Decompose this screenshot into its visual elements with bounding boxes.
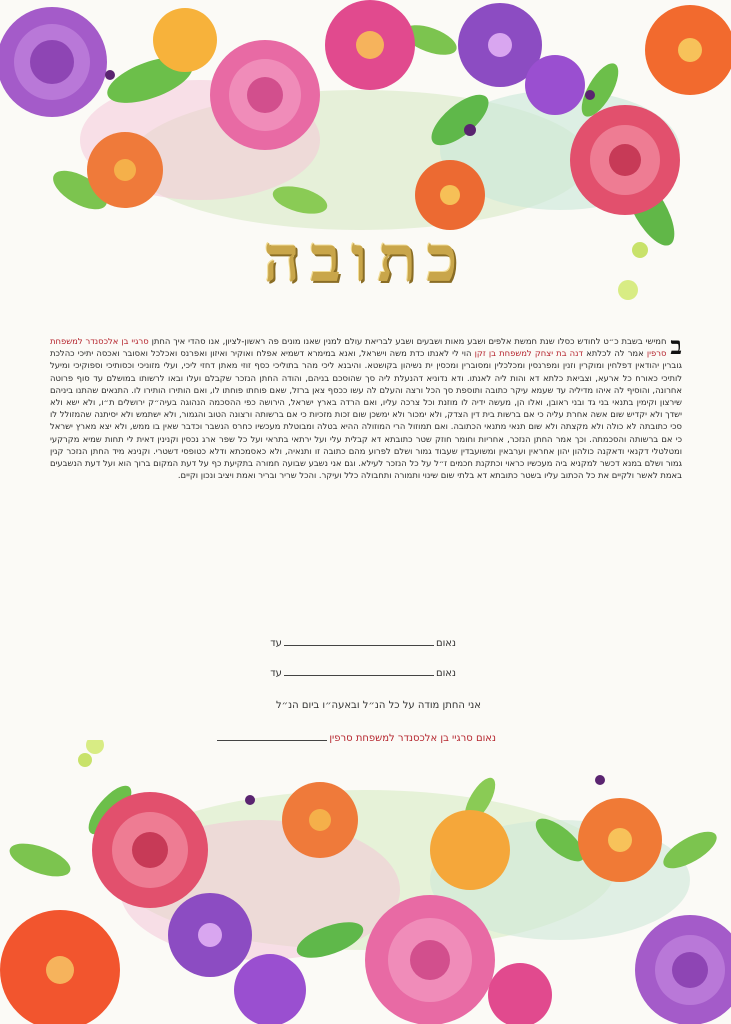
witness-2-label: עד	[270, 668, 282, 679]
witness-1-label: עד	[270, 638, 282, 649]
witness-1-line	[284, 635, 434, 646]
witness-1-signature	[270, 635, 456, 649]
floral-bottom-border	[0, 740, 731, 1024]
groom-name: סרגיי בן אלכסנדר למשפחת סרפין	[50, 336, 667, 359]
witness-1-name-label: נאום	[435, 638, 456, 649]
bride-name: דנה בת יצחק למשפחת בן זקן	[474, 348, 584, 359]
witness-2-line	[284, 665, 434, 676]
drop-letter: ב	[670, 331, 682, 360]
text-part-3: הוי לי לאנתו כדת משה וישראל, ואנא במימרא דשמיא אפלח ואוקיר ואיזון ואפרנס ואכלכל ואסובר ואכסה יתיכי כהלכת גוברין יהודאין דפלחין ומוקרין וזנין ומפרנסין ומכלכלין ומסוברין ומכסין ית נשיהון בקושטא. והיבנא ליכי מהר בתוליכי כסף זוזי מאתן דחזי ליכי, ועלי מזוניכי וכסותיכי וספוקיכי ומיעל לותיכי כאורח כל ארעא, וצביאת כלתא דא והות ליה לאנתו. ודא נדוניא דהנעלת ליה סך שהוסכם בניהם, והודה החתן הנזכר שקבלם ועלו ובאו לרשותו במושלם עד סוף פרוטה אחרונה, והוסיף לה איהו מדיליה עד שעמא עיקר כתובה ותוספת סך הכל ורצה והעלם לה עשו ככסף צאן ברזל, שאם פוחתו פוחתו לו, ואם הותירו הותירו לו. התנאים שהתנו ביניהם שירצון וקימין בתנאי בני גד ובני ראובן, ואלו הן, מעשה ידיה לו מוזנת וכל צרכה עליו, ואם הרדה בארץ ישראל, הירושה כפי ההסכמה הנהוגה בעיה״ק ירושלים ת״ו, ולא ישא ולא ישדך ולא יקדיש שום אשה אחרת עליה כי אם ברשות בית דין הצדק, ולא ימכור ולא ימשכן שום זכות מזכיות כי אם ברשותה ורצונה הטוב והגמור, ולא ישתמש ולא יסיתנה שהמזולל לו סכי כתובתה לא כולה ולא מקצתה ולא שום תנאי מתנאי הכתובה. ואם תמוזול הרי המוזולה ההיא בטלה ומבוטלת מעכשיו כחרס הנשבר וכדבר שאין בו ממש, ולא יצא מארץ ישראל כי אם ברשותה והסכמתה. וכך אמר החתן הנזכר, אחריות וחומר חוזק שטר כתובתא דא קבלית עלי ועל ירתאי בתראי ועל כל שפר ארג נכסין וקנינין דאית לי תחות שמיא מקרקעי ומטלטלי דקנאי ודאקנה כולהון יהון אחראין וערבאין ומשועבדין שעבוד גמור ושלם לפרוע מהם כתובה זו ותנאיה, ולא כאסמכתא ודלא כטופסי דשטרי. וקנינא מיד החתן הנזכר קנין גמור ושלם במנא דכשר למקניא ביה מעכשיו כראוי וכתקנת חכמים ז״ל על כל הנזכר לעילא. וגם אני נשבע שבועה חמורה בתקיעת כף על דעת המקום ברוך הוא ועל דעת הנשבעים באמת לאשר ולקיים את כל הכתוב עליו בשטר כתובתא דא בלתי שום שינוי ותמורה ותחבולה כלל ועיקר. והכל שריר ובריר ואמת ויציב ונכון וקיים.	[50, 348, 682, 481]
ketubah-text	[50, 331, 682, 481]
groom-acknowledgment: אני החתן מודה על כל הנ״ל ובאעה״ו ביום הנ״ל	[275, 700, 481, 711]
ketubah-title: כתובה	[263, 222, 468, 297]
text-part-1: חמישי בשבת כ״ט לחודש כסלו שנת חמשת אלפים ושבע מאות ושבעים ושבע לבריאת עולם למנין שאנו מונים פה ראשון-לציון, אנו סהדי איך החתן	[151, 336, 667, 346]
text-part-2: אמר לה לכלתא	[586, 348, 644, 359]
witness-2-signature	[270, 665, 456, 679]
groom-signature-name: נאום סרגיי בן אלכסנדר למשפחת סרפין	[329, 733, 496, 744]
witness-2-name-label: נאום	[435, 668, 456, 679]
